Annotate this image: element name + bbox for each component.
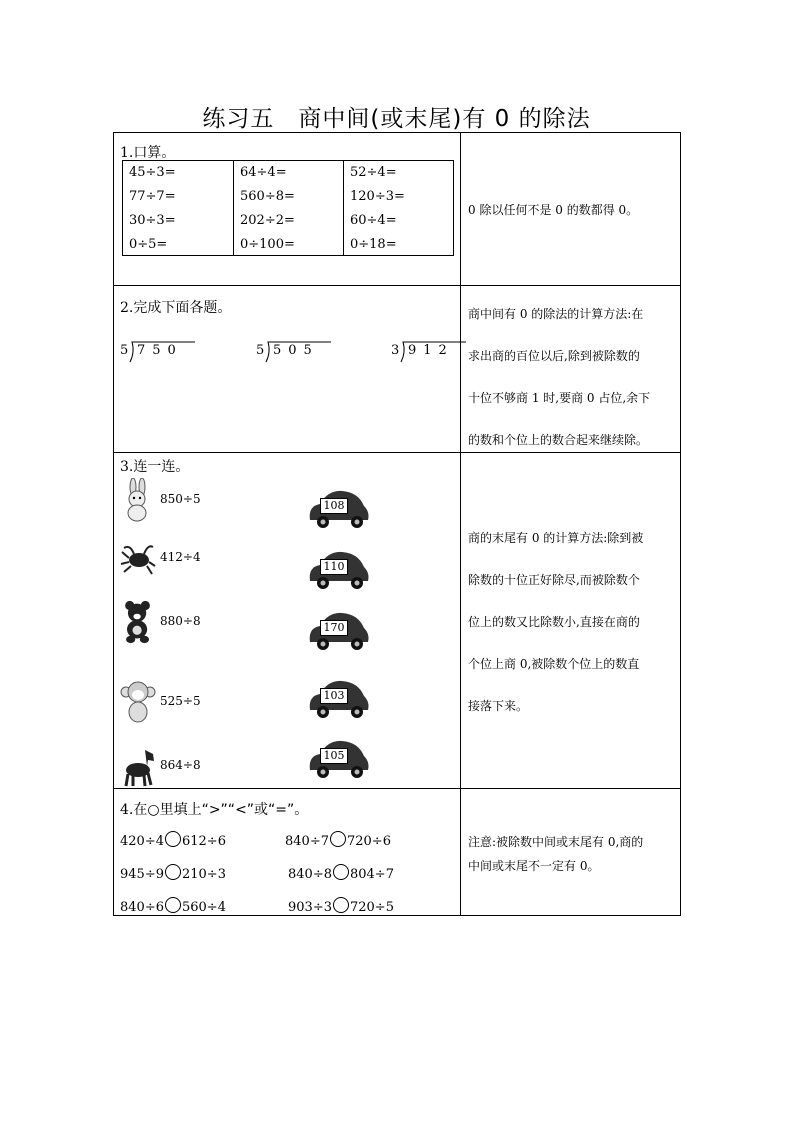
note-line: 注意:被除数中间或末尾有 0,商的 (468, 835, 644, 849)
calc-item: 0÷18= (350, 237, 397, 252)
compare-left: 945÷9 (120, 867, 164, 882)
calc-item: 0÷5= (129, 237, 168, 252)
dividend: 505 (273, 343, 319, 358)
answer-circle[interactable] (165, 831, 181, 847)
match-expression: 850÷5 (160, 492, 201, 506)
compare-item (120, 897, 226, 915)
section3-number: 3. (120, 459, 134, 475)
worksheet-table (113, 132, 681, 916)
compare-right: 210÷3 (181, 867, 226, 882)
section3-note (468, 517, 678, 727)
car-answer[interactable] (306, 547, 372, 591)
calc-item: 560÷8= (240, 189, 295, 204)
calc-item: 0÷100= (240, 237, 295, 252)
row-divider (114, 285, 680, 286)
section1-label: 口算。 (133, 145, 176, 161)
compare-item (120, 864, 226, 882)
compare-right: 560÷4 (181, 900, 226, 915)
horse-icon (120, 744, 156, 788)
car-answer[interactable] (306, 486, 372, 530)
section1-title (120, 142, 175, 162)
monkey-icon (120, 680, 156, 724)
answer-circle[interactable] (165, 897, 181, 913)
section3-title (120, 456, 189, 476)
compare-left: 840÷8 (288, 867, 332, 882)
compare-left: 903÷3 (288, 900, 332, 915)
rabbit-icon (120, 478, 156, 522)
note-line: 个位上商 0,被除数个位上的数直 (468, 657, 640, 671)
divisor: 3 (391, 343, 400, 358)
compare-left: 840÷6 (120, 900, 164, 915)
car-number: 103 (320, 688, 348, 704)
calc-column (123, 161, 233, 255)
section1-note (468, 201, 678, 218)
note-line: 的数和个位上的数合起来继续除。 (468, 433, 649, 447)
calc-item: 64÷4= (240, 165, 287, 180)
section1-number: 1. (120, 145, 134, 161)
answer-circle[interactable] (330, 831, 346, 847)
oral-calc-box (122, 160, 454, 256)
car-number: 105 (320, 748, 348, 764)
divisor: 5 (256, 343, 265, 358)
dividend: 912 (408, 343, 454, 358)
compare-item (285, 831, 391, 849)
car-answer[interactable] (306, 608, 372, 652)
answer-circle[interactable] (333, 864, 349, 880)
match-expression: 880÷8 (160, 614, 201, 628)
answer-circle[interactable] (333, 897, 349, 913)
compare-item (120, 831, 226, 849)
compare-right: 720÷6 (346, 834, 391, 849)
dividend: 750 (137, 343, 183, 358)
column-divider (460, 133, 461, 915)
compare-item (288, 864, 394, 882)
note-line: 中间或末尾不一定有 0。 (468, 859, 600, 873)
section2-label: 完成下面各题。 (133, 300, 232, 316)
compare-left: 420÷4 (120, 834, 164, 849)
section2-number: 2. (120, 300, 134, 316)
bear-icon (120, 600, 156, 644)
compare-right: 720÷5 (349, 900, 394, 915)
divisor: 5 (120, 343, 129, 358)
calc-item: 60÷4= (350, 213, 397, 228)
calc-item: 45÷3= (129, 165, 176, 180)
crab-icon (120, 536, 156, 580)
calc-column (343, 161, 454, 255)
compare-item (288, 897, 394, 915)
section3-label: 连一连。 (133, 459, 190, 475)
section4-label: 在○里填上“>”“<”或“=”。 (133, 802, 309, 818)
car-number: 108 (320, 498, 348, 514)
section4-number: 4. (120, 802, 134, 818)
section4-note (468, 830, 678, 878)
note-line: 0 除以任何不是 0 的数都得 0。 (468, 203, 639, 217)
car-number: 170 (320, 620, 348, 636)
section4-title (120, 799, 308, 819)
note-line: 位上的数又比除数小,直接在商的 (468, 615, 640, 629)
car-number: 110 (320, 559, 348, 575)
answer-circle[interactable] (165, 864, 181, 880)
section2-note (468, 293, 678, 461)
note-line: 十位不够商 1 时,要商 0 占位,余下 (468, 391, 651, 405)
compare-right: 612÷6 (181, 834, 226, 849)
note-line: 商的末尾有 0 的计算方法:除到被 (468, 531, 644, 545)
car-answer[interactable] (306, 736, 372, 780)
calc-item: 30÷3= (129, 213, 176, 228)
page-title: 练习五 商中间(或末尾)有 0 的除法 (202, 106, 591, 132)
calc-item: 120÷3= (350, 189, 405, 204)
row-divider (114, 788, 680, 789)
calc-item: 52÷4= (350, 165, 397, 180)
note-line: 接落下来。 (468, 699, 529, 713)
note-line: 除数的十位正好除尽,而被除数个 (468, 573, 640, 587)
note-line: 商中间有 0 的除法的计算方法:在 (468, 307, 644, 321)
calc-item: 202÷2= (240, 213, 295, 228)
match-expression: 525÷5 (160, 694, 201, 708)
section2-title (120, 297, 231, 317)
match-expression: 864÷8 (160, 758, 201, 772)
note-line: 求出商的百位以后,除到被除数的 (468, 349, 640, 363)
match-expression: 412÷4 (160, 550, 201, 564)
compare-right: 804÷7 (349, 867, 394, 882)
car-answer[interactable] (306, 676, 372, 720)
calc-item: 77÷7= (129, 189, 176, 204)
compare-left: 840÷7 (285, 834, 329, 849)
calc-column (233, 161, 344, 255)
